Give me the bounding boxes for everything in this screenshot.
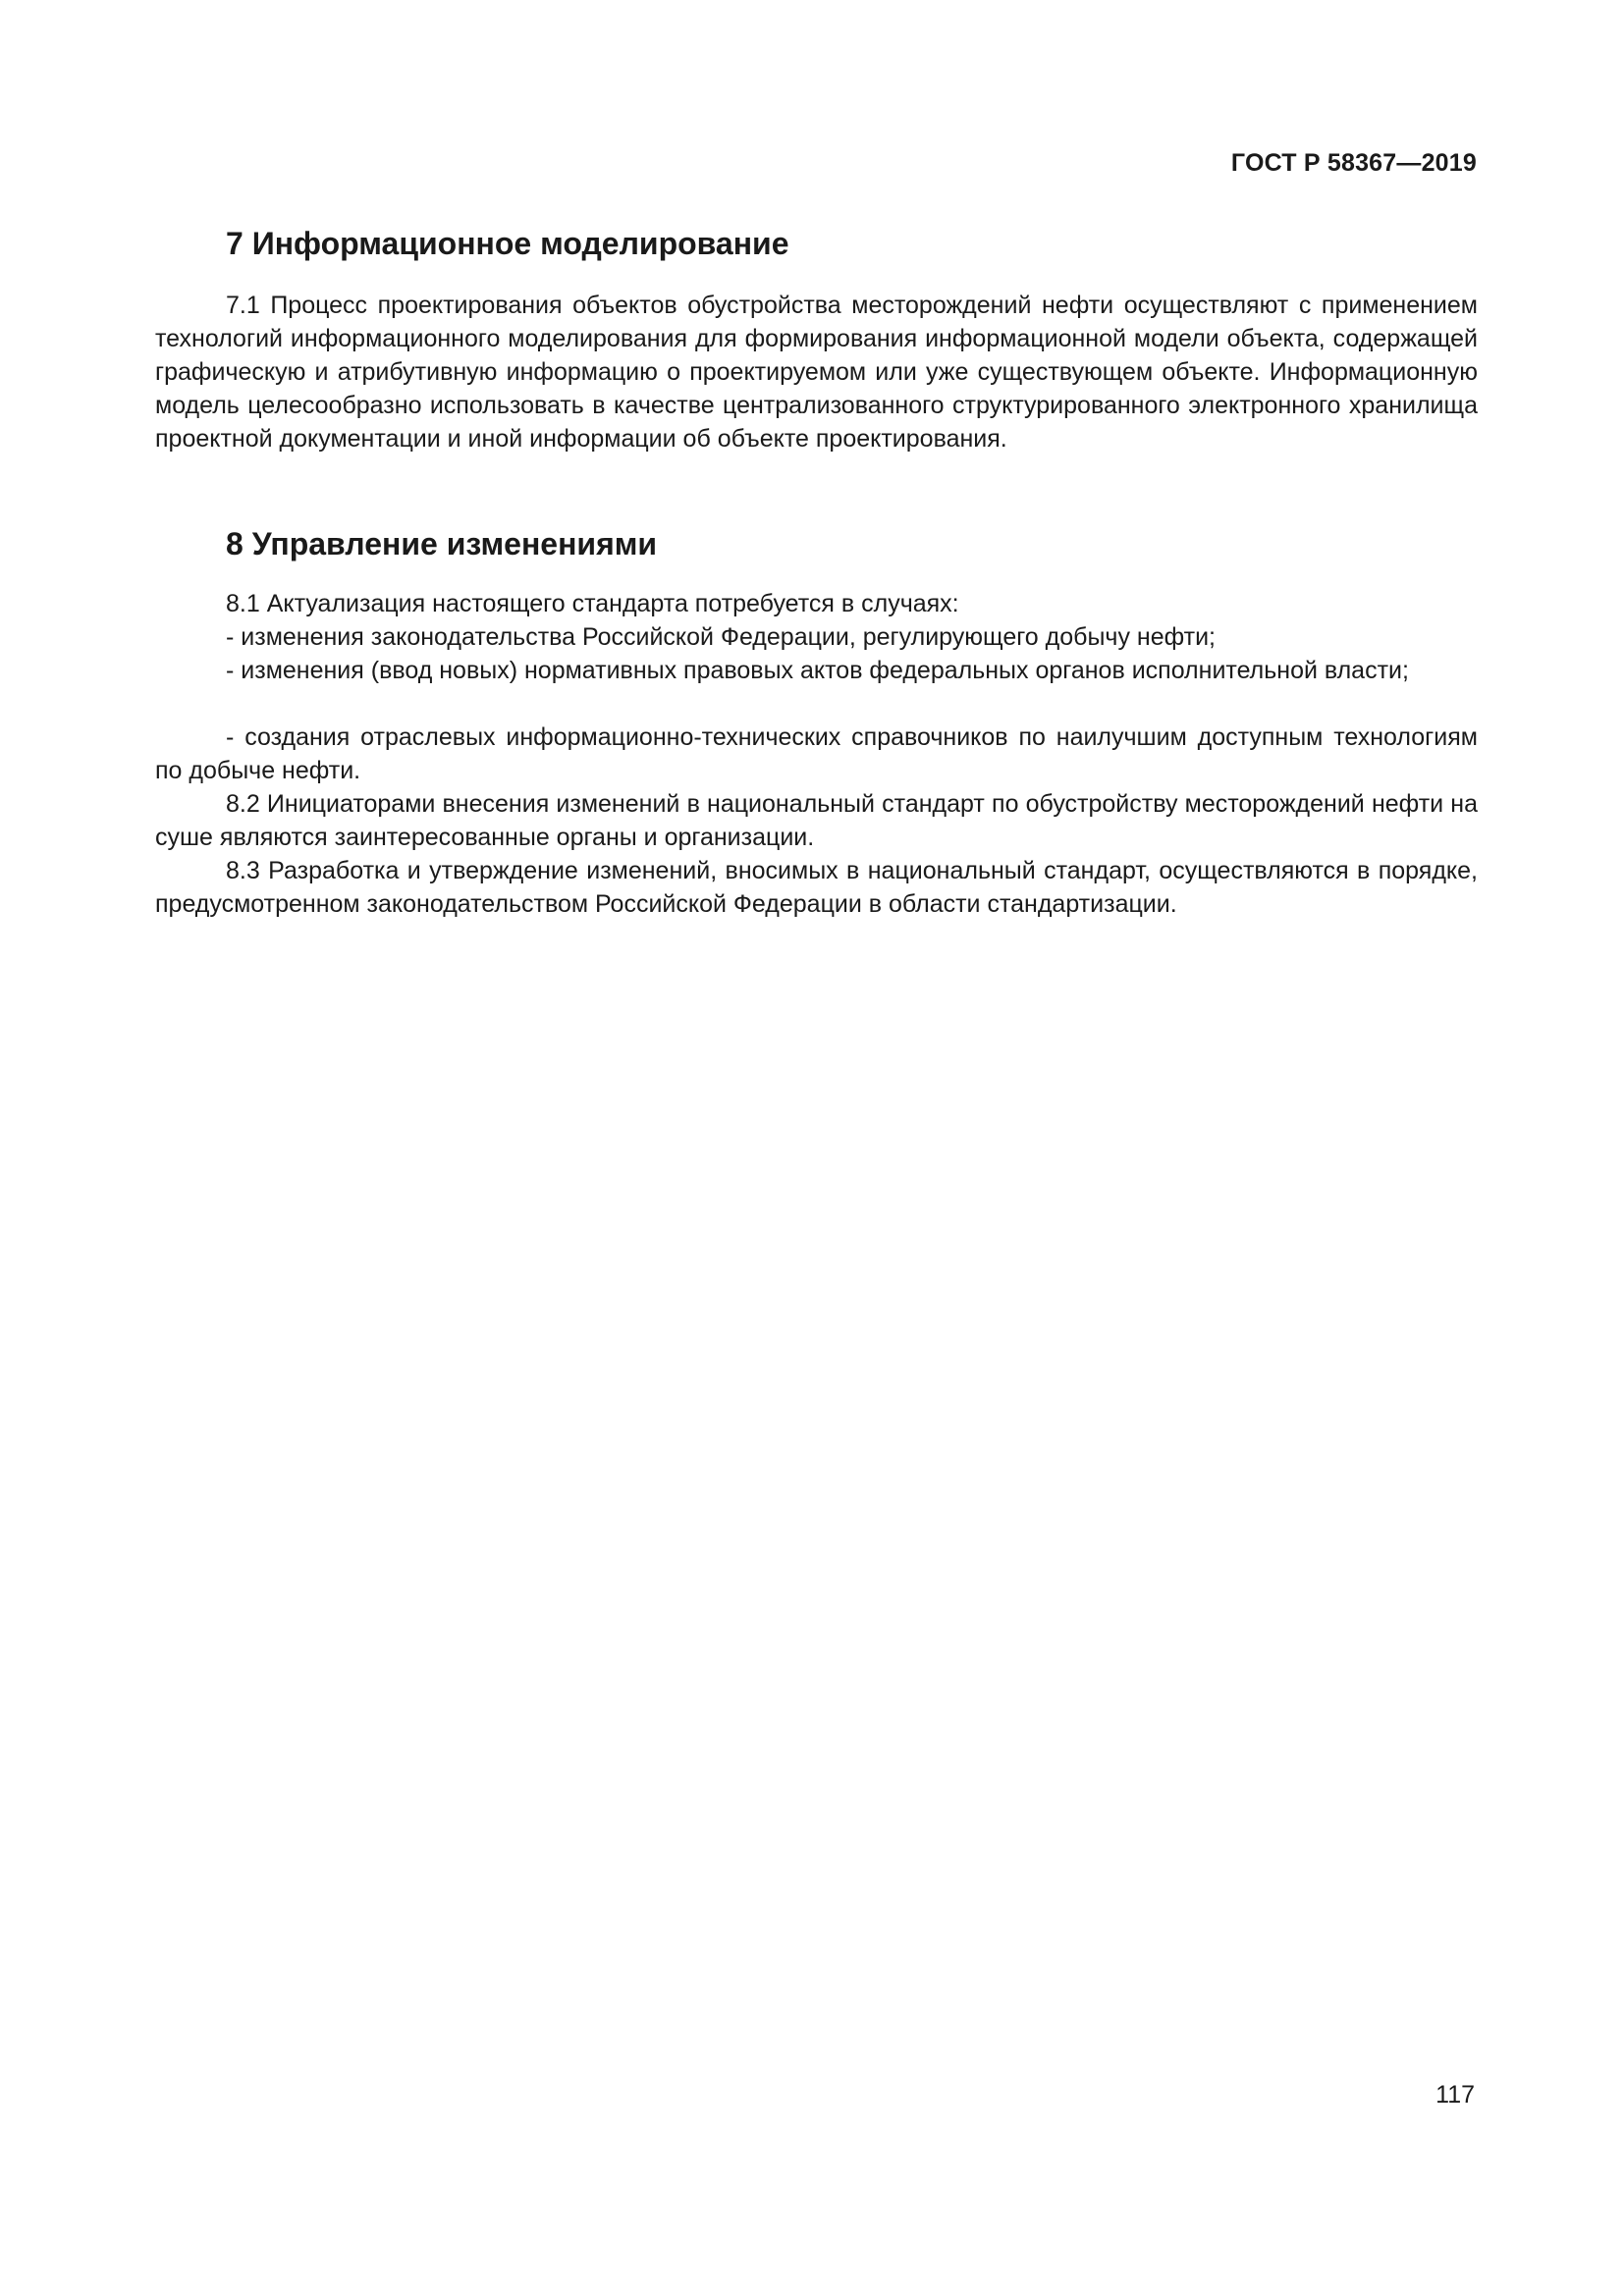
list-item-normative-acts: - изменения (ввод новых) нормативных правовых актов федеральных органов исполнительной власти;: [226, 657, 1409, 684]
section-7-title: 7 Информационное моделирование: [226, 226, 789, 261]
page-number: 117: [1435, 2081, 1475, 2109]
paragraph-7-1: 7.1 Процесс проектирования объектов обустройства месторождений нефти осуществляют с применением технологий информационного моделирования для формирования информационной модели объекта, содержащей графическую и атрибутивную информацию о проектируемом или уже существующем объекте. Информационную модель целесообразно использовать в качестве централизованного структурированного электронного хранилища проектной документации и иной информации об объекте проектирования.: [155, 292, 1478, 453]
paragraph-8-3: 8.3 Разработка и утверждение изменений, вносимых в национальный стандарт, осуществляются в порядке, предусмотренном законодательством Российской Федерации в области стандартизации.: [155, 857, 1478, 918]
paragraph-8-1: 8.1 Актуализация настоящего стандарта потребуется в случаях:: [226, 590, 959, 617]
section-8-title: 8 Управление изменениями: [226, 526, 658, 561]
paragraph-8-2: 8.2 Инициаторами внесения изменений в национальный стандарт по обустройству месторождений нефти на суше являются заинтересованные органы и организации.: [155, 790, 1478, 851]
list-item-legislation: - изменения законодательства Российской Федерации, регулирующего добычу нефти;: [226, 623, 1216, 651]
document-id-header: ГОСТ Р 58367—2019: [1230, 149, 1477, 177]
list-item-reference-books: - создания отраслевых информационно-технических справочников по наилучшим доступным технологиям по добыче нефти.: [155, 723, 1478, 784]
